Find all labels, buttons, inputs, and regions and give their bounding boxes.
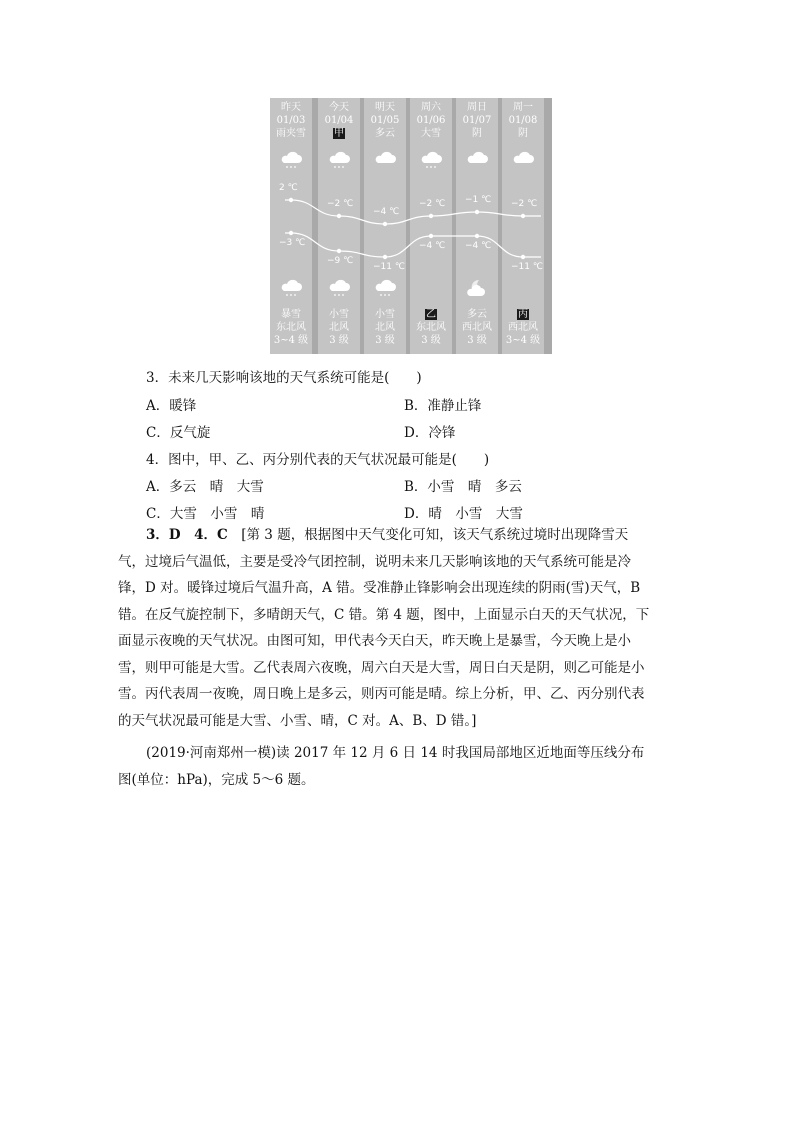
question-3-option-d: D．冷锋	[404, 425, 456, 441]
wind-level: 3~4 级	[505, 335, 541, 346]
answer-body: [第 3 题，根据图中天气变化可知，该天气系统过境时出现降雪天气，过境后气温低，主要是受冷气团控制，说明未来几天影响该地的天气系统可能是冷锋，D 对。暖锋过境后气温升高，A 错。受准静止锋影响会出现连续的阴雨(雪)天气，B 错。在反气旋控制下，多晴朗天气，C 错。第 4 题，图中，上面显示白天的天气状况，下面显示夜晚的天气状况。由图可知，甲代表今天白天，昨天晚上是暴雪，今天晚上是小雪，则甲可能是大雪。乙代表周六夜晚，周六白天是大雪，周日白天是阴，则乙可能是小雪。丙代表周一夜晚，周日晚上是多云，则丙可能是晴。综上分析，甲、乙、丙分别代表的天气状况最可能是大雪、小雪、晴，C 对。A、B、D 错。]	[118, 527, 650, 729]
low-temp-point	[521, 255, 525, 259]
high-temp-label: 2 ℃	[279, 183, 298, 193]
day-date: 01/07	[462, 115, 492, 126]
wind-level: 3 级	[467, 335, 487, 346]
answer-explanation	[118, 522, 654, 734]
high-temp-point	[429, 214, 433, 218]
question-3-option-c: C．反气旋	[146, 425, 211, 441]
high-temp-line	[285, 200, 541, 224]
question-4-stem: 4．图中，甲、乙、丙分别代表的天气状况最可能是( )	[146, 452, 490, 468]
high-temp-point	[383, 222, 387, 226]
low-temp-label: −11 ℃	[511, 262, 543, 272]
low-temp-point	[289, 231, 293, 235]
day-weather: 阴	[472, 128, 482, 139]
high-temp-point	[475, 210, 479, 214]
night-weather: 乙	[426, 309, 436, 320]
question-3-option-a: A．暖锋	[146, 398, 197, 414]
night-weather: 丙	[518, 309, 528, 320]
answer-key: 3．D 4．C	[146, 527, 228, 543]
day-date: 01/05	[370, 115, 400, 126]
question-4-option-b: B．小雪 晴 多云	[404, 479, 522, 495]
low-temp-point	[475, 234, 479, 238]
day-weather: 大雪	[421, 128, 441, 139]
wind-direction: 北风	[375, 322, 395, 333]
day-date: 01/03	[276, 115, 306, 126]
day-name: 今天	[329, 102, 349, 113]
weather-forecast-figure	[270, 98, 552, 354]
high-temp-point	[337, 214, 341, 218]
question-4-option-d: D．晴 小雪 大雪	[404, 506, 523, 522]
high-temp-label: −2 ℃	[419, 199, 446, 209]
high-temp-point	[521, 214, 525, 218]
next-question-intro: (2019·河南郑州一模)读 2017 年 12 月 6 日 14 时我国局部地区近地面等压线分布图(单位：hPa)，完成 5～6 题。	[118, 745, 645, 788]
low-temp-label: −9 ℃	[327, 256, 354, 266]
question-4-option-a: A．多云 晴 大雪	[146, 479, 264, 495]
question-3-option-b: B．准静止锋	[404, 398, 482, 414]
day-name: 周一	[513, 102, 533, 113]
day-name: 明天	[375, 102, 395, 113]
high-temp-label: −2 ℃	[327, 199, 354, 209]
wind-direction: 北风	[329, 322, 349, 333]
night-weather: 暴雪	[281, 309, 301, 320]
low-temp-point	[429, 234, 433, 238]
question-4-option-c: C．大雪 小雪 晴	[146, 506, 265, 522]
high-temp-label: −2 ℃	[511, 199, 538, 209]
wind-direction: 西北风	[508, 322, 538, 333]
wind-level: 3 级	[375, 335, 395, 346]
wind-level: 3 级	[329, 335, 349, 346]
night-weather: 小雪	[375, 309, 395, 320]
high-temp-label: −4 ℃	[373, 207, 400, 217]
night-weather: 多云	[467, 309, 487, 320]
low-temp-line	[285, 233, 541, 257]
wind-direction: 东北风	[416, 322, 446, 333]
low-temp-label: −4 ℃	[419, 241, 446, 251]
low-temp-point	[337, 249, 341, 253]
temperature-curves	[270, 98, 552, 354]
wind-level: 3 级	[421, 335, 441, 346]
day-name: 昨天	[281, 102, 301, 113]
low-temp-label: −4 ℃	[465, 241, 492, 251]
day-date: 01/04	[324, 115, 354, 126]
day-weather: 雨夹雪	[276, 128, 306, 139]
low-temp-label: −3 ℃	[279, 238, 306, 248]
low-temp-label: −11 ℃	[373, 262, 405, 272]
day-name: 周六	[421, 102, 441, 113]
day-weather: 甲	[334, 128, 344, 139]
wind-direction: 东北风	[276, 322, 306, 333]
day-weather: 阴	[518, 128, 528, 139]
wind-direction: 西北风	[462, 322, 492, 333]
night-weather: 小雪	[329, 309, 349, 320]
wind-level: 3~4 级	[273, 335, 309, 346]
day-weather: 多云	[375, 128, 395, 139]
day-date: 01/06	[416, 115, 446, 126]
question-3-stem: 3．未来几天影响该地的天气系统可能是( )	[146, 370, 422, 386]
high-temp-label: −1 ℃	[465, 195, 492, 205]
day-name: 周日	[467, 102, 487, 113]
day-date: 01/08	[508, 115, 538, 126]
high-temp-point	[289, 198, 293, 202]
low-temp-point	[383, 255, 387, 259]
